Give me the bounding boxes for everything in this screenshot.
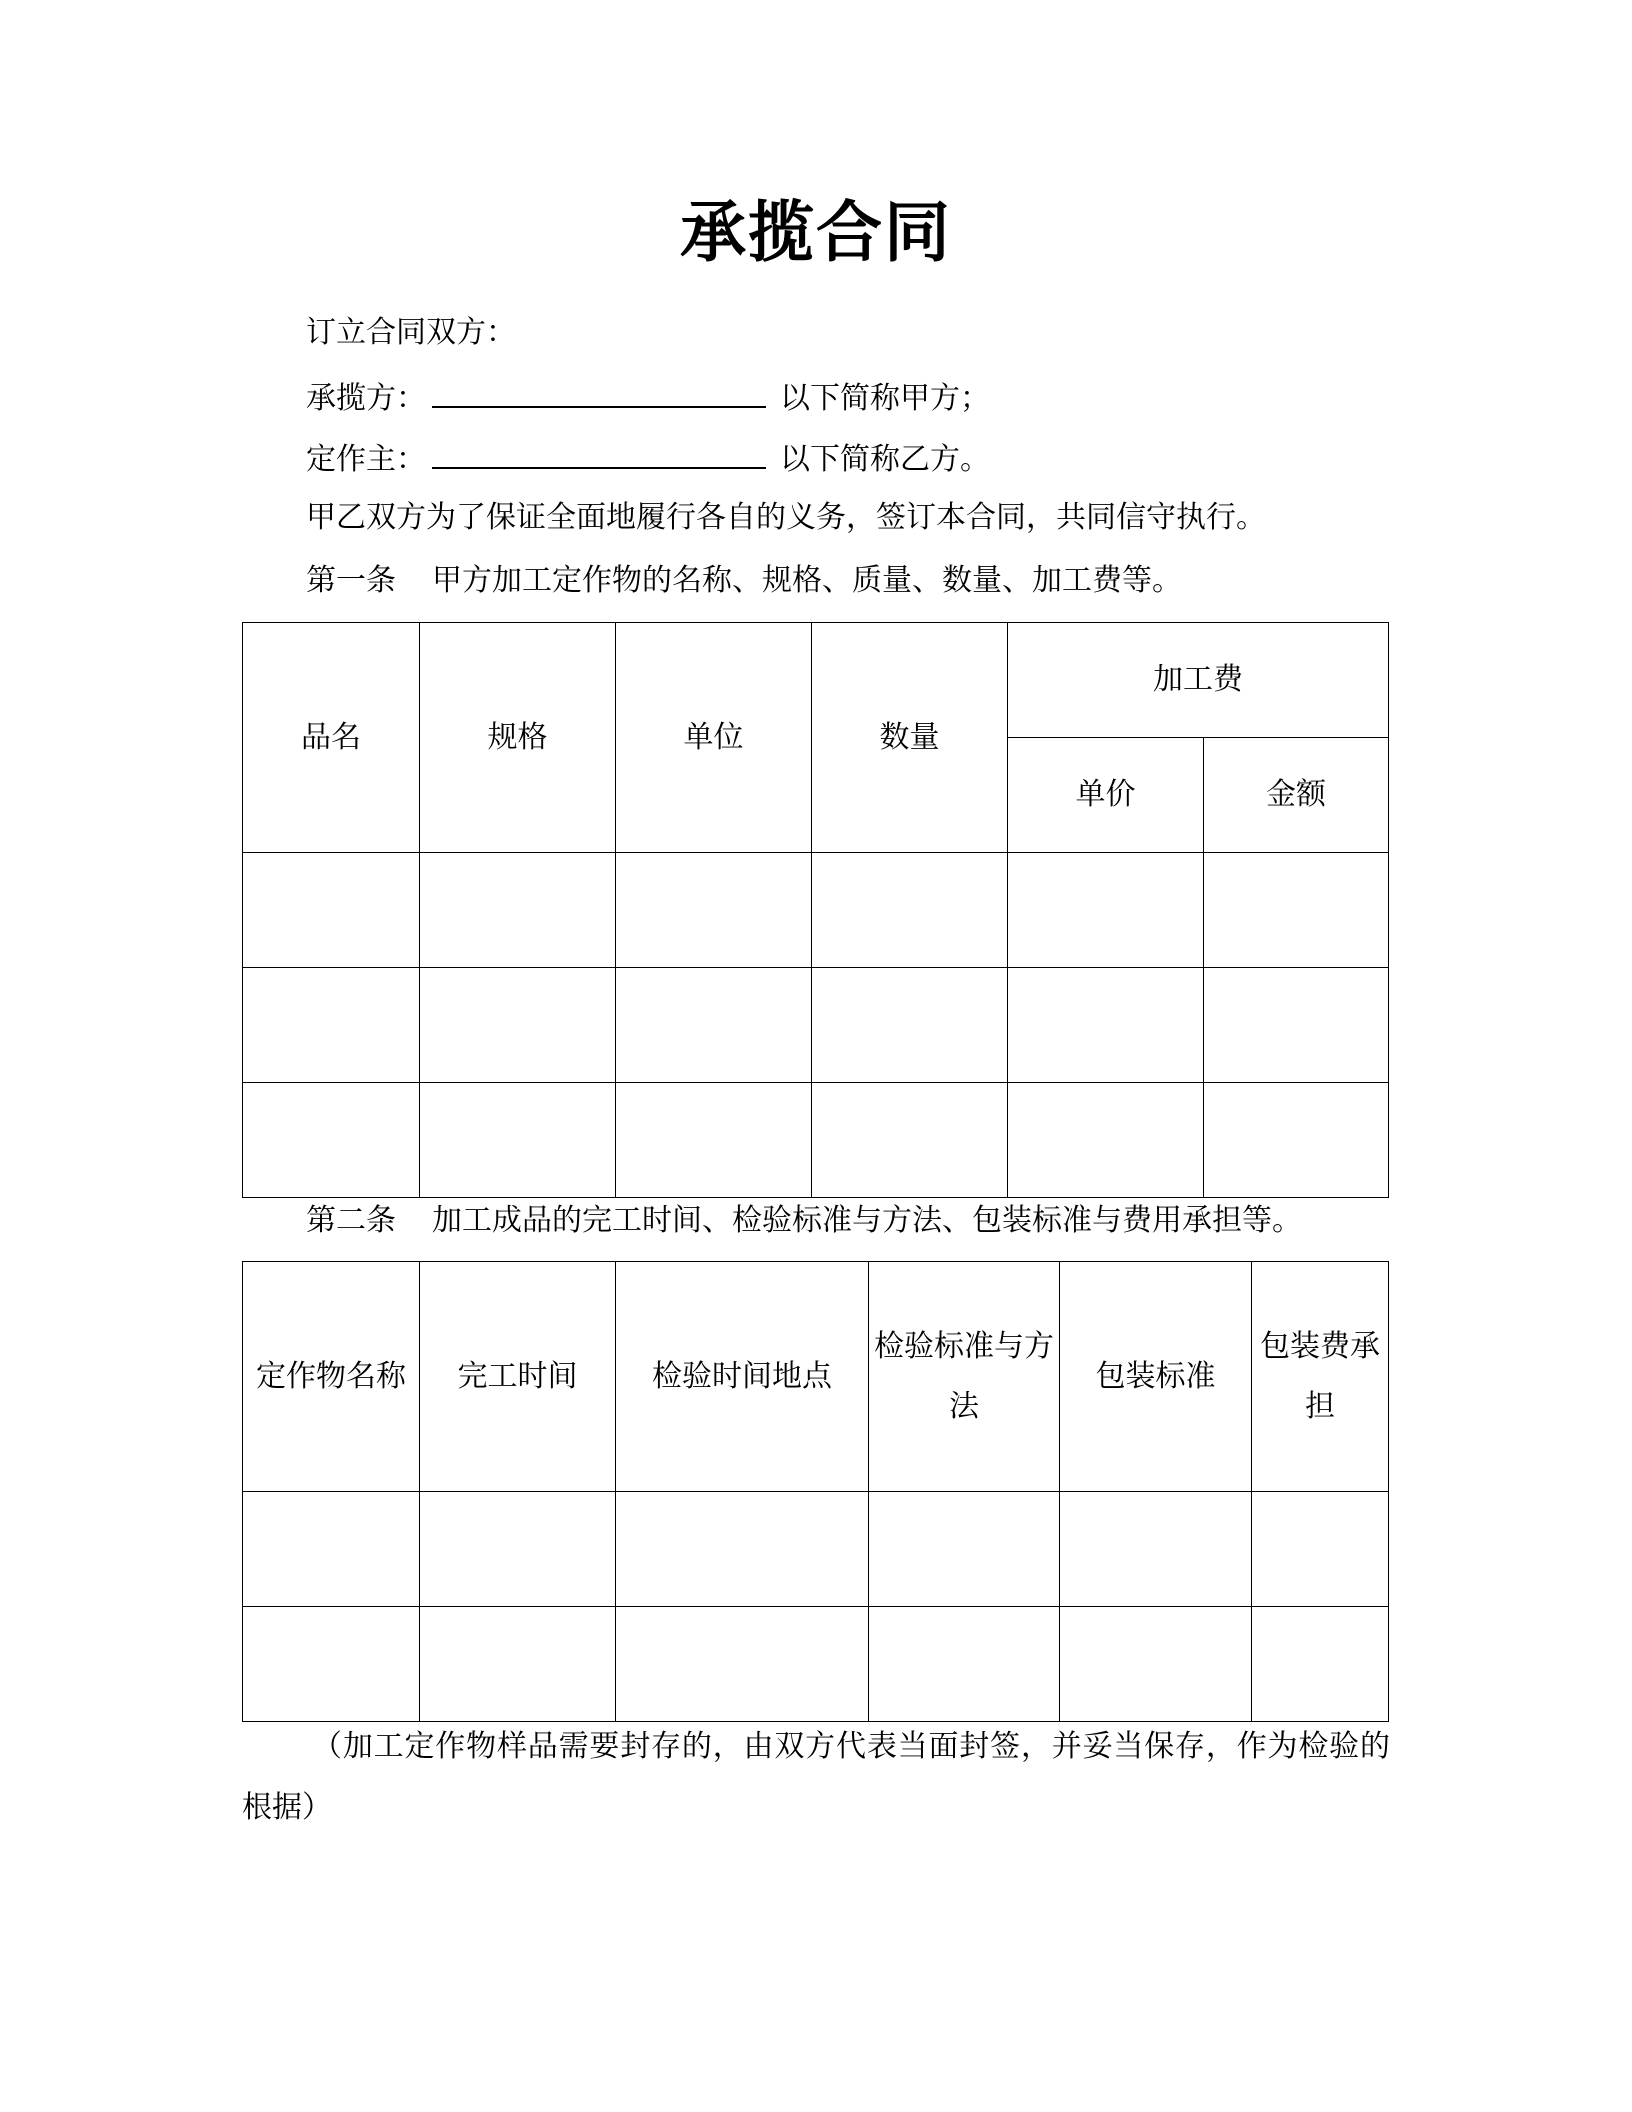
table-cell[interactable] (1204, 1083, 1389, 1198)
table-cell[interactable] (812, 853, 1008, 968)
header-item-name: 定作物名称 (243, 1262, 420, 1492)
table-cell[interactable] (616, 1607, 869, 1722)
client-suffix: 以下简称乙方。 (780, 442, 990, 477)
table-row (243, 1607, 1389, 1722)
table-row (243, 853, 1389, 968)
parties-label (306, 313, 516, 353)
header-name: 品名 (243, 623, 420, 853)
table-cell[interactable] (420, 1492, 616, 1607)
table-cell[interactable] (812, 1083, 1008, 1198)
table-cell[interactable] (869, 1492, 1060, 1607)
table-cell[interactable] (616, 1492, 869, 1607)
client-label: 定作主： (306, 442, 426, 477)
header-packaging-cost: 包装费承担 (1252, 1262, 1389, 1492)
article1-text: 甲方加工定作物的名称、规格、质量、数量、加工费等。 (432, 563, 1182, 598)
table-row (243, 968, 1389, 1083)
table-cell[interactable] (869, 1607, 1060, 1722)
table-cell[interactable] (420, 1607, 616, 1722)
header-fee: 加工费 (1008, 623, 1389, 738)
sample-sealing-note: （加工定作物样品需要封存的，由双方代表当面封签，并妥当保存，作为检验的根据） (242, 1729, 1390, 1825)
table-cell[interactable] (243, 853, 420, 968)
table-cell[interactable] (812, 968, 1008, 1083)
contractor-line (306, 376, 990, 419)
article1-number: 第一条 (306, 563, 396, 598)
table-row (243, 1492, 1389, 1607)
table-cell[interactable] (243, 968, 420, 1083)
table-cell[interactable] (243, 1083, 420, 1198)
table-cell[interactable] (616, 1083, 812, 1198)
table-cell[interactable] (420, 853, 616, 968)
purpose-line (306, 498, 1266, 538)
article1-table (242, 622, 1389, 1198)
table-cell[interactable] (420, 968, 616, 1083)
table-cell[interactable] (1008, 1083, 1204, 1198)
table-cell[interactable] (616, 968, 812, 1083)
article1-heading (306, 561, 1182, 601)
table-cell[interactable] (1204, 968, 1389, 1083)
table-row (243, 1083, 1389, 1198)
parties-label-text: 订立合同双方： (306, 315, 516, 350)
article2-table (242, 1261, 1389, 1722)
table-cell[interactable] (616, 853, 812, 968)
client-name-field[interactable] (432, 437, 766, 469)
header-quantity: 数量 (812, 623, 1008, 853)
header-packaging-standard: 包装标准 (1060, 1262, 1252, 1492)
header-inspection-place: 检验时间地点 (616, 1262, 869, 1492)
contractor-suffix: 以下简称甲方； (780, 381, 990, 416)
table-cell[interactable] (1252, 1492, 1389, 1607)
header-inspection-standard: 检验标准与方法 (869, 1262, 1060, 1492)
table-cell[interactable] (1060, 1492, 1252, 1607)
header-spec: 规格 (420, 623, 616, 853)
table-cell[interactable] (1252, 1607, 1389, 1722)
table-cell[interactable] (1060, 1607, 1252, 1722)
article2-heading (306, 1201, 1302, 1241)
article2-number: 第二条 (306, 1203, 396, 1238)
document-title: 承揽合同 (680, 193, 952, 271)
table-cell[interactable] (1008, 853, 1204, 968)
article2-text: 加工成品的完工时间、检验标准与方法、包装标准与费用承担等。 (432, 1203, 1302, 1238)
client-line (306, 437, 990, 480)
table-cell[interactable] (1204, 853, 1389, 968)
table-cell[interactable] (243, 1607, 420, 1722)
purpose-text: 甲乙双方为了保证全面地履行各自的义务，签订本合同，共同信守执行。 (306, 500, 1266, 535)
header-unit: 单位 (616, 623, 812, 853)
contractor-label: 承揽方： (306, 381, 426, 416)
table-cell[interactable] (420, 1083, 616, 1198)
contractor-name-field[interactable] (432, 376, 766, 408)
header-amount: 金额 (1204, 738, 1389, 853)
table-cell[interactable] (1008, 968, 1204, 1083)
table-cell[interactable] (243, 1492, 420, 1607)
header-unit-price: 单价 (1008, 738, 1204, 853)
header-completion-time: 完工时间 (420, 1262, 616, 1492)
